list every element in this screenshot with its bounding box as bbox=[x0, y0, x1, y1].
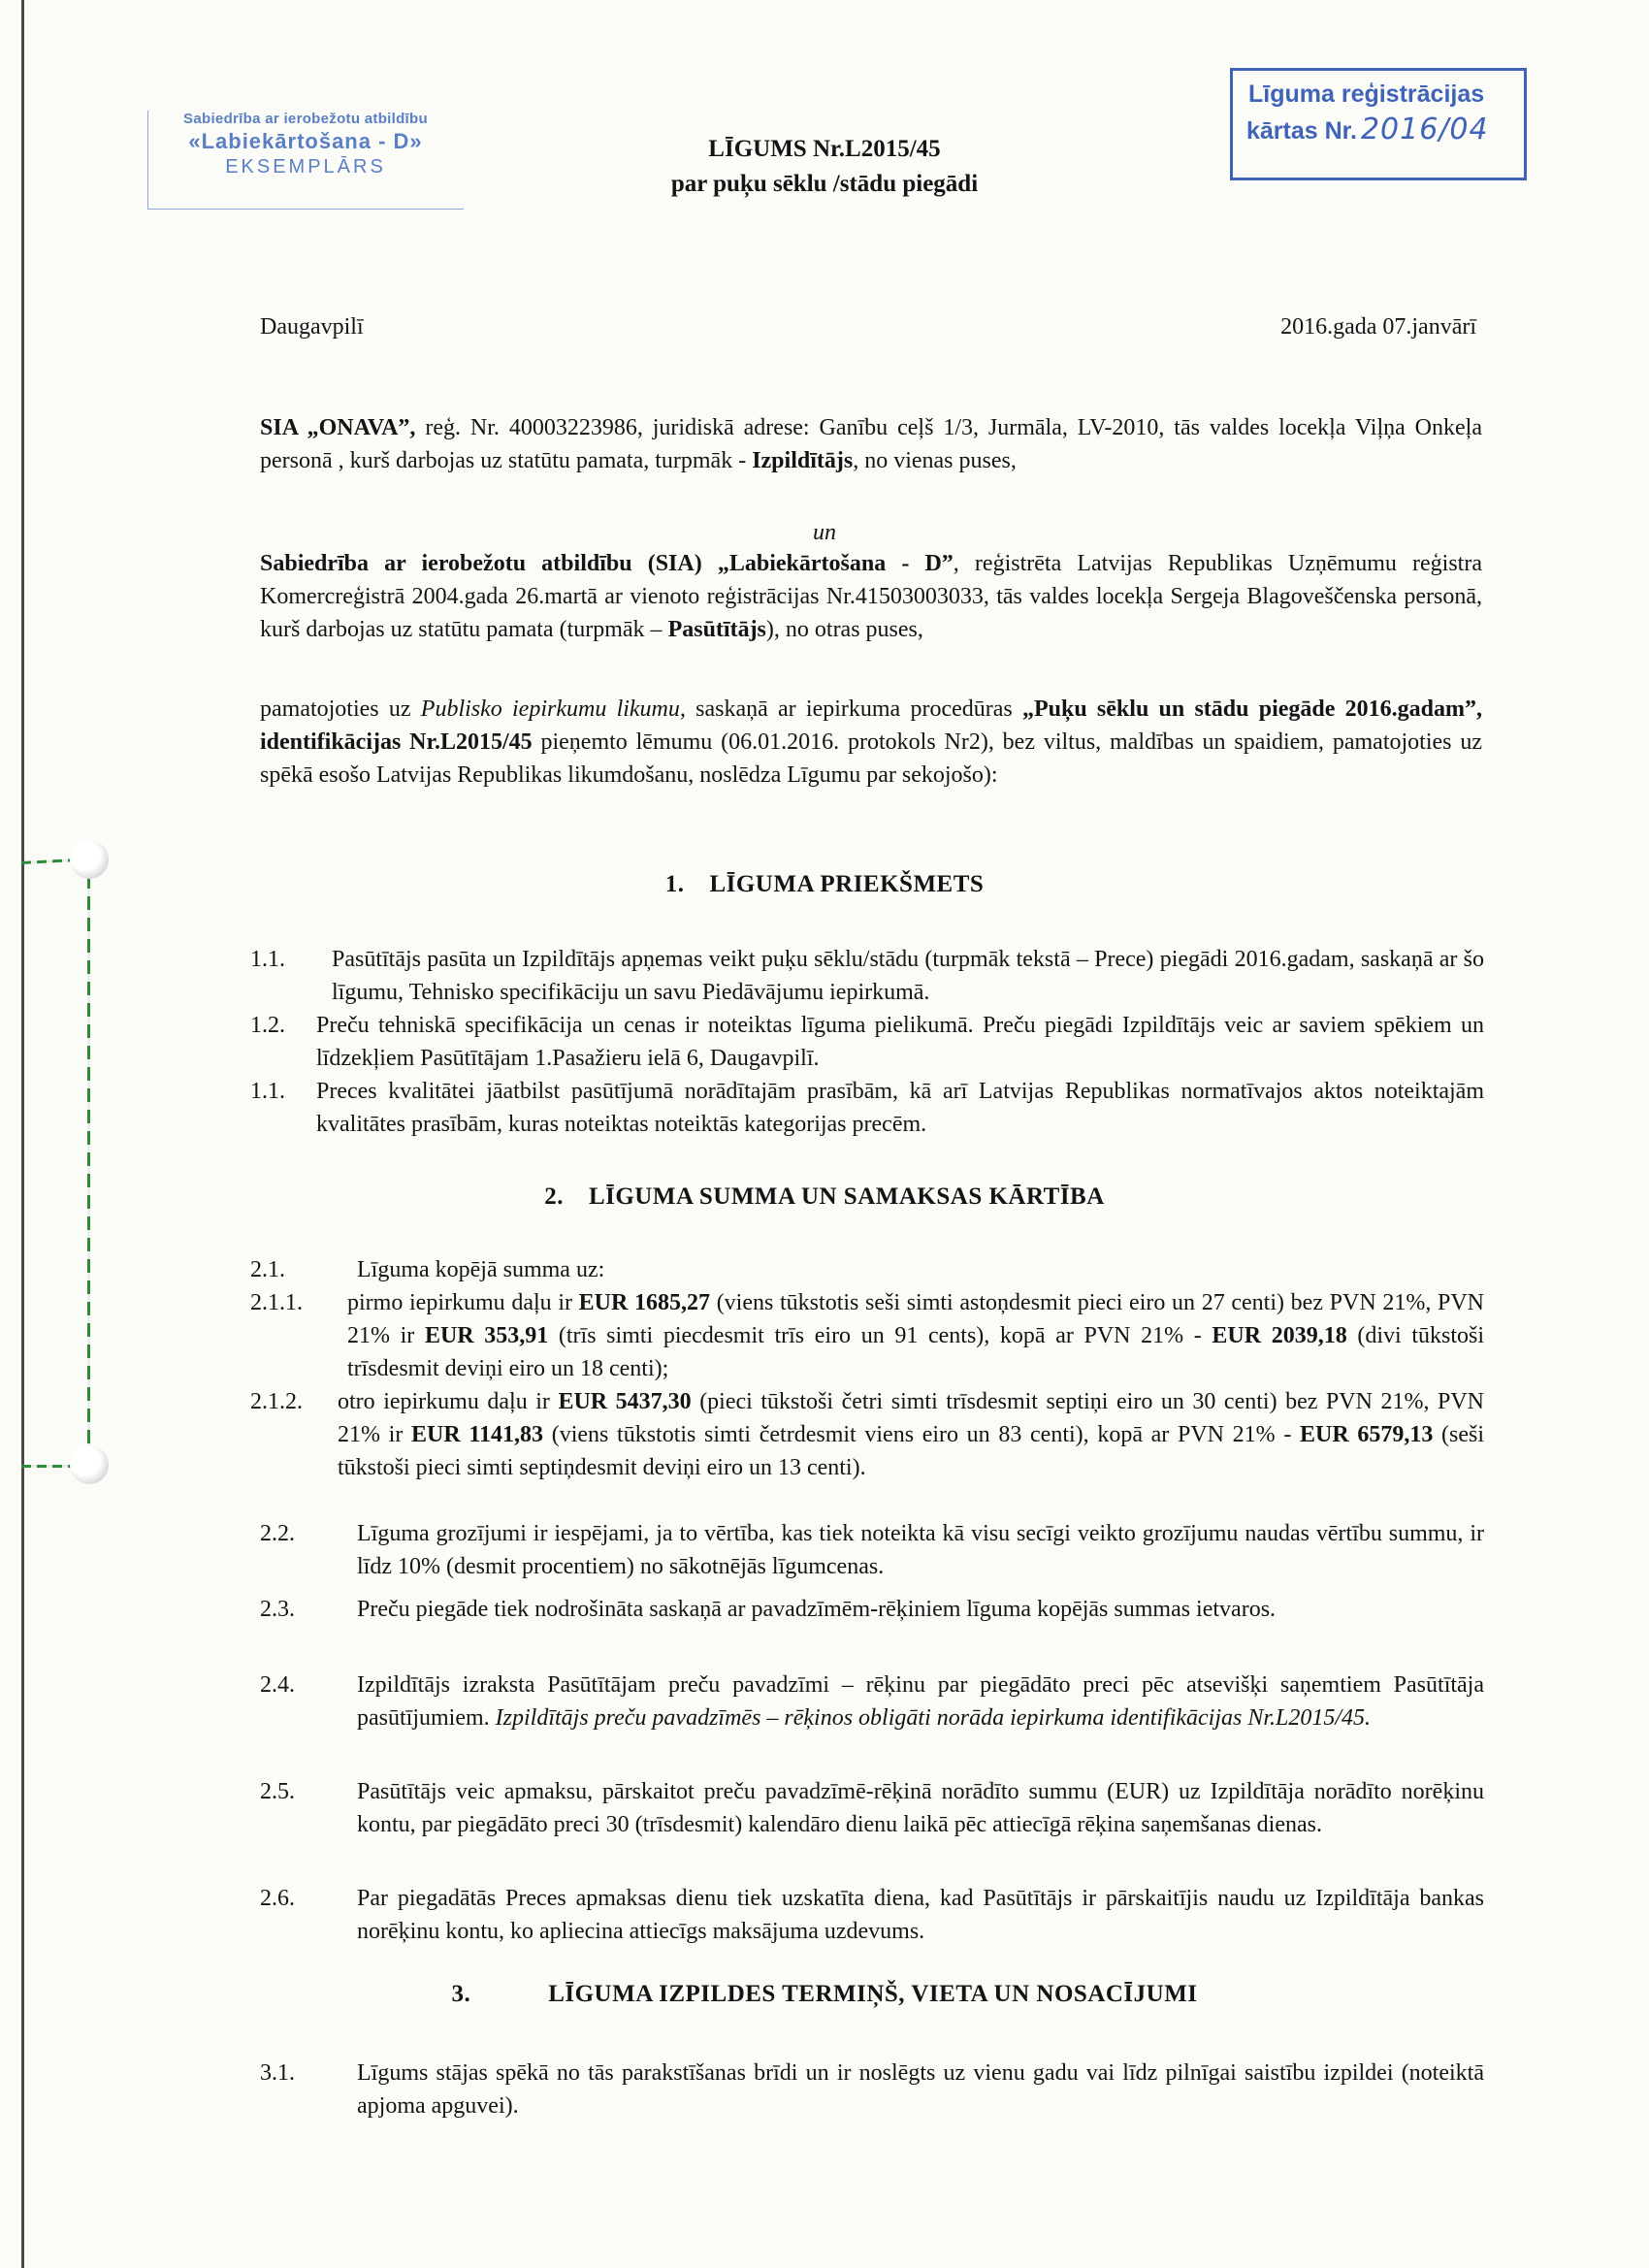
clause-1-2 bbox=[250, 1009, 1484, 1075]
registration-stamp-line1: Līguma reģistrācijas bbox=[1248, 81, 1485, 108]
party2-role: Pasūtītājs bbox=[667, 617, 766, 642]
section-number: 1. bbox=[664, 871, 685, 897]
clause-text-main: Izpildītājs izraksta Pasūtītājam preču pavadzīmi – rēķinu par piegādāto preci pēc atsevišķi saņemtiem Pasūtītāja pasūtījumiem. bbox=[357, 1672, 1484, 1731]
section-title: LĪGUMA IZPILDES TERMIŅŠ, VIETA UN NOSACĪJUMI bbox=[548, 1981, 1198, 2007]
amount-total: EUR 6579,13 bbox=[1299, 1422, 1434, 1447]
clause-1-3 bbox=[250, 1075, 1484, 1141]
section-title: LĪGUMA SUMMA UN SAMAKSAS KĀRTĪBA bbox=[588, 1183, 1105, 1210]
copy-stamp-line2: «Labiekārtošana - D» bbox=[188, 129, 423, 153]
contract-subtitle: par puķu sēklu /stādu piegādi bbox=[670, 171, 979, 197]
contract-title: LĪGUMS Nr.L2015/45 bbox=[708, 136, 941, 162]
party1-text: reģ. Nr. 40003223986, juridiskā adrese: Ganību ceļš 1/3, Jurmāla, LV-2010, tās valdes locekļa Viļņa Onkeļa personā , kurš darbojas uz statūtu pamata, turpmāk - bbox=[260, 415, 1482, 473]
clause-text: Līguma grozījumi ir iespējami, ja to vērtība, kas tiek noteikta kā visu secīgi veikto grozījumu naudas vērtību summu, ir līdz 10% (desmit procentiem) no sākotnējās līgumcenas. bbox=[357, 1521, 1484, 1579]
clause-text: Preces kvalitātei jāatbilst pasūtījumā norādītajām prasībām, kā arī Latvijas Republikas normatīvajos aktos noteiktajām kvalitātes prasībām, kuras noteiktas noteiktās kategorijas precēm. bbox=[316, 1079, 1484, 1137]
binding-thread bbox=[87, 854, 90, 1465]
basis-text-c: pieņemto lēmumu (06.01.2016. protokols Nr2), bez viltus, maldības un spaidiem, pamatojoties uz spēkā esošo Latvijas Republikas likumdošanu, noslēdza Līgumu par sekojošo): bbox=[260, 729, 1482, 788]
clause-number: 2.1.1. bbox=[250, 1290, 303, 1315]
clause-text: Līgums stājas spēkā no tās parakstīšanas brīdi un ir noslēgts uz vienu gadu vai līdz pilnīgai saistību izpildei (noteiktā apjoma apguvei). bbox=[357, 2060, 1484, 2119]
registration-number-handwritten: 2016/04 bbox=[1360, 113, 1489, 146]
contract-date: 2016.gada 07.janvārī bbox=[1280, 314, 1476, 340]
clause-2-5 bbox=[260, 1775, 1484, 1874]
clause-text: Pasūtītājs veic apmaksu, pārskaitot preču pavadzīmē-rēķinā norādīto summu (EUR) uz Izpildītāja norādīto norēķinu kontu, par piegādāto preci 30 (trīsdesmit) kalendāro dienu laikā pēc attiecīgā rēķina saņemšanas dienas. bbox=[357, 1779, 1484, 1837]
party2-name: Sabiedrība ar ierobežotu atbildību (SIA) „Labiekārtošana - D” bbox=[260, 551, 954, 576]
copy-stamp-line3: EKSEMPLĀRS bbox=[225, 156, 386, 178]
party1-role: Izpildītājs bbox=[752, 448, 854, 473]
punch-hole-icon bbox=[70, 1445, 109, 1484]
clause-number: 2.6. bbox=[260, 1886, 295, 1911]
section-heading-1 bbox=[0, 871, 1649, 898]
section-heading-2 bbox=[0, 1183, 1649, 1211]
section-heading-3 bbox=[0, 1981, 1649, 2008]
party1-name: SIA „ONAVA”, bbox=[260, 415, 416, 440]
clause-2-4 bbox=[260, 1669, 1484, 1767]
amount-text: (viens tūkstotis simti četrdesmit viens eiro un 83 centi), kopā ar PVN 21% - bbox=[543, 1422, 1300, 1447]
amount-vat: EUR 353,91 bbox=[424, 1323, 549, 1348]
party2-paragraph bbox=[260, 547, 1482, 646]
amount-total: EUR 2039,18 bbox=[1212, 1323, 1347, 1348]
clause-number: 2.2. bbox=[260, 1521, 295, 1546]
and-word: un bbox=[813, 520, 836, 545]
clause-number: 2.1.2. bbox=[250, 1389, 303, 1414]
amount-net: EUR 1685,27 bbox=[578, 1290, 711, 1315]
section-title: LĪGUMA PRIEKŠMETS bbox=[709, 871, 985, 897]
section-number: 2. bbox=[544, 1183, 564, 1210]
clause-text: Preču piegāde tiek nodrošināta saskaņā ar pavadzīmēm-rēķiniem līguma kopējās summas ietvaros. bbox=[357, 1597, 1277, 1622]
party1-tail: , no vienas puses, bbox=[853, 448, 1017, 473]
amount-vat: EUR 1141,83 bbox=[411, 1422, 544, 1447]
clause-text: Līguma kopējā summa uz: bbox=[357, 1257, 605, 1282]
clause-text: Par piegadātās Preces apmaksas dienu tiek uzskatīta diena, kad Pasūtītājs ir pārskaitījis naudu uz Izpildītāja bankas norēķinu kontu, ko apliecina attiecīgs maksājuma uzdevums. bbox=[357, 1886, 1484, 1944]
clause-2-1-1 bbox=[250, 1286, 1484, 1385]
amount-text: pirmo iepirkumu daļu ir bbox=[347, 1290, 579, 1315]
amount-text: (divi tūkstoši trīsdesmit deviņi eiro un 18 centi); bbox=[347, 1323, 1485, 1381]
amount-text: (trīs simti piecdesmit trīs eiro un 91 cents), kopā ar PVN 21% - bbox=[548, 1323, 1212, 1348]
registration-stamp bbox=[1230, 68, 1527, 180]
section-number: 3. bbox=[451, 1981, 471, 2007]
clause-number: 2.3. bbox=[260, 1597, 295, 1622]
party2-tail: ), no otras puses, bbox=[765, 617, 923, 642]
clause-number: 1.2. bbox=[250, 1013, 285, 1038]
clause-text: Pasūtītājs pasūta un Izpildītājs apņemas veikt puķu sēklu/stādu (turpmāk tekstā – Prece) piegādi 2016.gadam, saskaņā ar šo līgumu, Tehnisko specifikāciju un savu Piedāvājumu iepirkumā. bbox=[332, 947, 1484, 1005]
scan-edge-line bbox=[21, 0, 24, 2268]
clause-2-2 bbox=[260, 1517, 1484, 1583]
amount-text: (seši tūkstoši pieci simti septiņdesmit deviņi eiro un 13 centi). bbox=[338, 1422, 1484, 1480]
clause-number: 1.1. bbox=[250, 947, 285, 972]
clause-2-3 bbox=[260, 1593, 1484, 1659]
clause-2-1-2 bbox=[250, 1385, 1484, 1517]
amount-text: otro iepirkumu daļu ir bbox=[338, 1389, 559, 1414]
clause-text bbox=[338, 1385, 1484, 1484]
clause-text: Preču tehniskā specifikācija un cenas ir noteiktas līguma pielikumā. Preču piegādi Izpildītājs veic ar saviem spēkiem un līdzekļiem Pasūtītājam 1.Pasažieru ielā 6, Daugavpilī. bbox=[316, 1013, 1484, 1071]
clause-2-6 bbox=[260, 1882, 1484, 1948]
registration-stamp-line2: kārtas Nr. bbox=[1246, 117, 1357, 145]
party1-paragraph bbox=[260, 411, 1482, 477]
basis-procedure: „Puķu sēklu un stādu piegāde 2016.gadam”, identifikācijas Nr.L2015/45 bbox=[260, 697, 1482, 755]
clause-number: 3.1. bbox=[260, 2060, 295, 2086]
clause-number: 2.1. bbox=[250, 1257, 285, 1282]
contract-place: Daugavpilī bbox=[260, 314, 364, 340]
copy-stamp-line1: Sabiedrība ar ierobežotu atbildību bbox=[183, 111, 428, 127]
basis-text-a: pamatojoties uz bbox=[260, 697, 421, 722]
party2-text: , reģistrēta Latvijas Republikas Uzņēmumu reģistra Komercreģistrā 2004.gada 26.martā ar vienoto reģistrācijas Nr.41503003033, tās valdes locekļa Sergeja Blagoveščenska personā, kurš darbojas uz statūtu pamata (turpmāk – bbox=[260, 551, 1482, 642]
amount-net: EUR 5437,30 bbox=[558, 1389, 692, 1414]
amount-text: (viens tūkstotis seši simti astoņdesmit pieci eiro un 27 centi) bez PVN 21%, PVN 21% ir bbox=[347, 1290, 1485, 1348]
clause-2-1 bbox=[250, 1253, 1484, 1286]
clause-text bbox=[347, 1286, 1484, 1385]
amount-text: (pieci tūkstoši četri simti trīsdesmit septiņi eiro un 30 centi) bez PVN 21%, PVN 21% ir bbox=[338, 1389, 1485, 1447]
basis-law: Publisko iepirkumu likumu, bbox=[420, 697, 686, 722]
clause-number: 2.5. bbox=[260, 1779, 295, 1804]
clause-number: 2.4. bbox=[260, 1672, 295, 1698]
clause-text bbox=[357, 1669, 1484, 1734]
clause-text-italic: Izpildītājs preču pavadzīmēs – rēķinos obligāti norāda iepirkuma identifikācijas Nr.L2015/45. bbox=[495, 1705, 1372, 1731]
clause-3-1 bbox=[260, 2057, 1484, 2122]
basis-text-b: saskaņā ar iepirkuma procedūras bbox=[685, 697, 1022, 722]
clause-1-1 bbox=[250, 943, 1484, 1009]
basis-paragraph bbox=[260, 693, 1482, 792]
clause-number: 1.1. bbox=[250, 1079, 285, 1104]
